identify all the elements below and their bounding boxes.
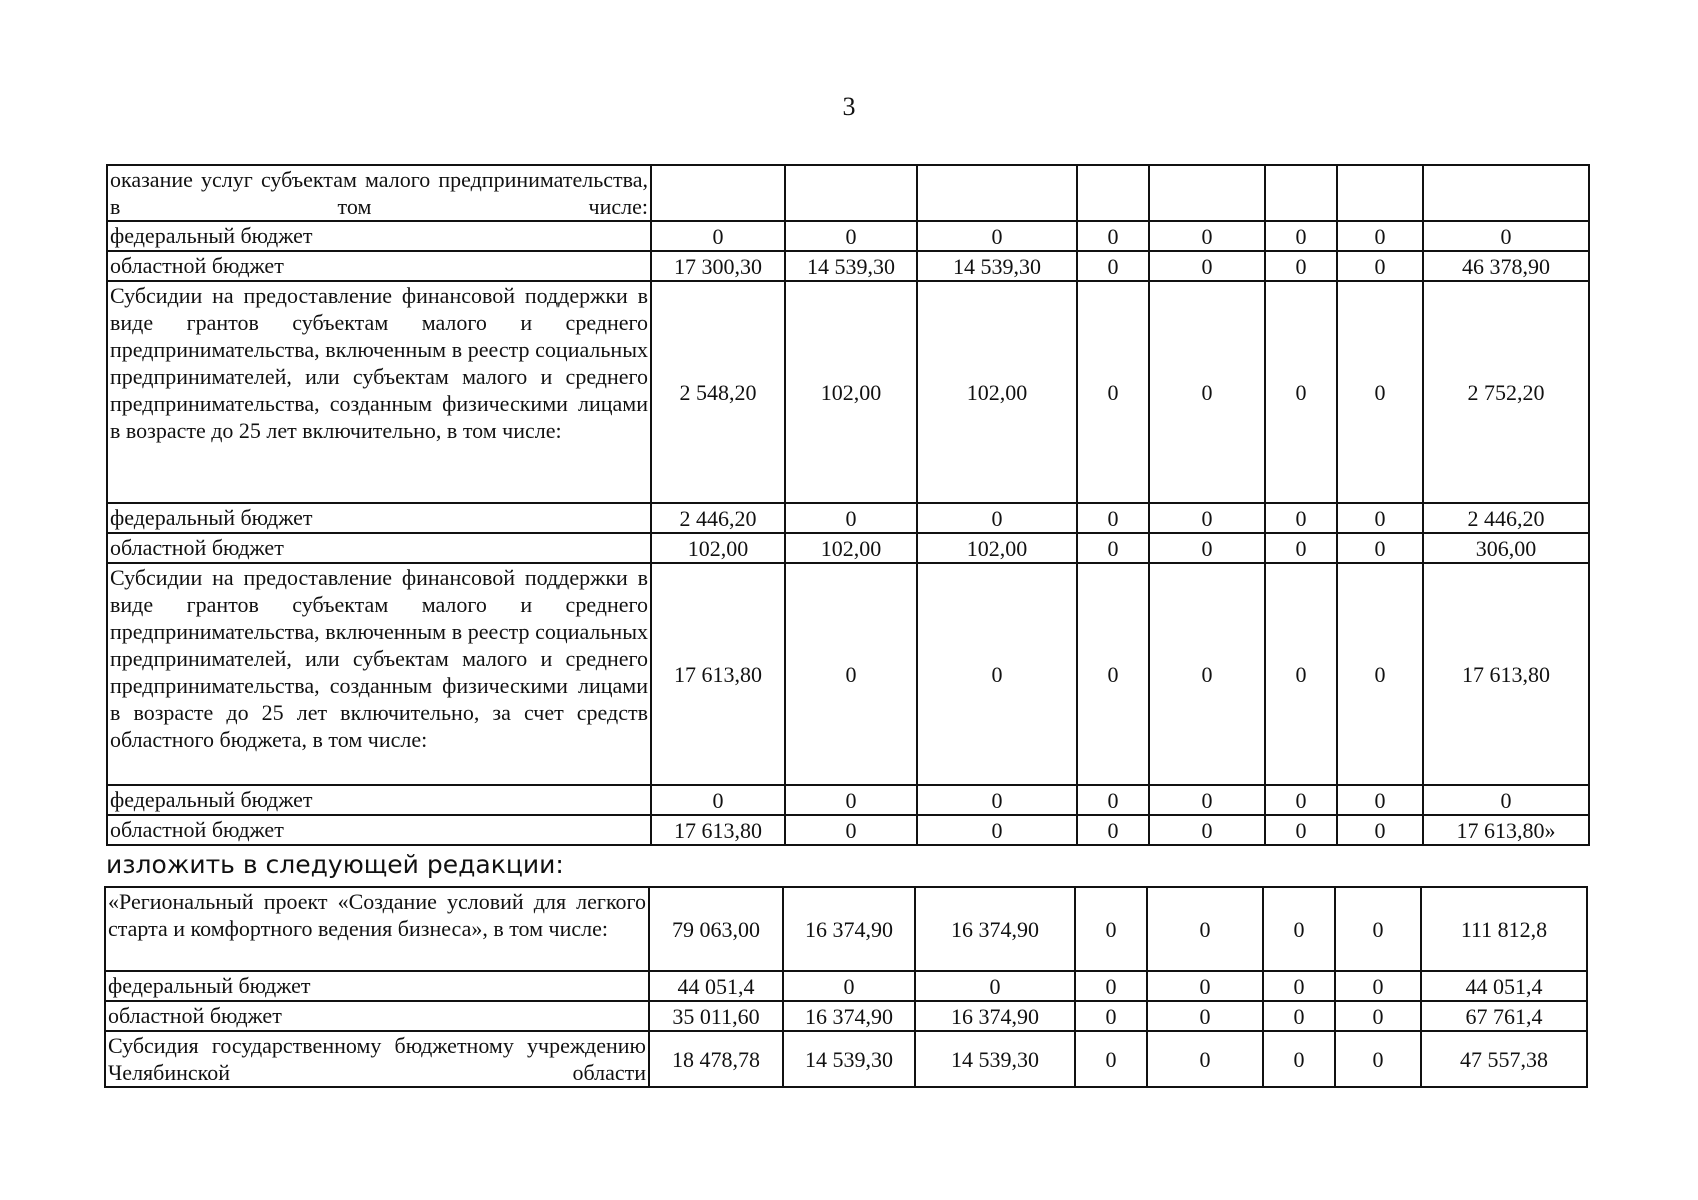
value-cell xyxy=(1265,165,1337,221)
value-cell: 102,00 xyxy=(785,533,917,563)
value-cell: 16 374,90 xyxy=(783,887,915,971)
value-cell: 0 xyxy=(1077,503,1149,533)
value-cell: 14 539,30 xyxy=(915,1031,1075,1087)
value-cell: 0 xyxy=(1075,971,1147,1001)
value-cell: 17 613,80 xyxy=(1423,563,1589,785)
value-cell: 0 xyxy=(1263,1031,1335,1087)
value-cell: 0 xyxy=(1265,563,1337,785)
row-description: областной бюджет xyxy=(107,815,651,845)
value-cell: 0 xyxy=(1147,1001,1263,1031)
value-cell xyxy=(917,165,1077,221)
value-cell: 0 xyxy=(1077,533,1149,563)
value-cell: 0 xyxy=(1263,971,1335,1001)
row-description: оказание услуг субъектам малого предпринимательства, в том числе: xyxy=(107,165,651,221)
value-cell: 0 xyxy=(1337,533,1423,563)
value-cell: 0 xyxy=(1149,533,1265,563)
value-cell: 0 xyxy=(1075,1001,1147,1031)
value-cell: 102,00 xyxy=(917,281,1077,503)
value-cell: 0 xyxy=(1265,533,1337,563)
value-cell: 306,00 xyxy=(1423,533,1589,563)
table-row xyxy=(107,533,1589,563)
value-cell: 0 xyxy=(1263,887,1335,971)
value-cell xyxy=(1337,165,1423,221)
value-cell: 17 613,80 xyxy=(651,563,785,785)
table-row xyxy=(107,165,1589,221)
value-cell: 111 812,8 xyxy=(1421,887,1587,971)
value-cell: 79 063,00 xyxy=(649,887,783,971)
table-row xyxy=(107,221,1589,251)
value-cell: 0 xyxy=(917,815,1077,845)
table-row xyxy=(105,1001,1587,1031)
value-cell: 0 xyxy=(651,221,785,251)
value-cell: 0 xyxy=(1337,815,1423,845)
value-cell: 18 478,78 xyxy=(649,1031,783,1087)
row-description: «Региональный проект «Создание условий для легкого старта и комфортного ведения бизнеса», в том числе: xyxy=(105,887,649,971)
value-cell: 0 xyxy=(915,971,1075,1001)
budget-table-old xyxy=(106,164,1590,846)
value-cell: 0 xyxy=(1077,221,1149,251)
value-cell: 0 xyxy=(1149,563,1265,785)
row-description: Субсидии на предоставление финансовой поддержки в виде грантов субъектам малого и среднего предпринимательства, включенным в реестр социальных предпринимателей, или субъектам малого и среднего предпринимательства, созданным физическими лицами в возрасте до 25 лет включительно, в том числе: xyxy=(107,281,651,503)
value-cell: 0 xyxy=(785,815,917,845)
table-row xyxy=(107,563,1589,785)
value-cell: 0 xyxy=(785,503,917,533)
page-number: 3 xyxy=(842,92,856,121)
value-cell: 0 xyxy=(785,785,917,815)
table-row xyxy=(107,281,1589,503)
value-cell: 0 xyxy=(1335,971,1421,1001)
value-cell: 0 xyxy=(1077,251,1149,281)
table-row xyxy=(105,1031,1587,1087)
value-cell xyxy=(785,165,917,221)
table-row xyxy=(107,785,1589,815)
value-cell: 0 xyxy=(917,221,1077,251)
value-cell: 0 xyxy=(1265,251,1337,281)
value-cell: 2 446,20 xyxy=(1423,503,1589,533)
value-cell: 44 051,4 xyxy=(1421,971,1587,1001)
row-description: федеральный бюджет xyxy=(107,503,651,533)
table-row xyxy=(107,251,1589,281)
table-row xyxy=(107,815,1589,845)
row-description: областной бюджет xyxy=(107,251,651,281)
value-cell: 16 374,90 xyxy=(915,1001,1075,1031)
value-cell: 0 xyxy=(1423,221,1589,251)
value-cell: 0 xyxy=(1265,785,1337,815)
value-cell: 17 613,80» xyxy=(1423,815,1589,845)
value-cell: 0 xyxy=(1337,563,1423,785)
value-cell xyxy=(1149,165,1265,221)
value-cell: 17 613,80 xyxy=(651,815,785,845)
value-cell: 0 xyxy=(1265,281,1337,503)
value-cell: 102,00 xyxy=(917,533,1077,563)
value-cell: 0 xyxy=(1337,785,1423,815)
table-row xyxy=(107,503,1589,533)
value-cell: 0 xyxy=(1147,887,1263,971)
budget-table-new xyxy=(104,886,1588,1088)
value-cell: 0 xyxy=(1077,785,1149,815)
value-cell: 14 539,30 xyxy=(917,251,1077,281)
value-cell: 0 xyxy=(1077,281,1149,503)
value-cell: 14 539,30 xyxy=(785,251,917,281)
row-description: федеральный бюджет xyxy=(107,221,651,251)
value-cell: 0 xyxy=(1335,1031,1421,1087)
value-cell: 0 xyxy=(917,563,1077,785)
value-cell: 0 xyxy=(1335,1001,1421,1031)
value-cell: 35 011,60 xyxy=(649,1001,783,1031)
value-cell: 0 xyxy=(1077,563,1149,785)
value-cell: 0 xyxy=(1335,887,1421,971)
value-cell: 0 xyxy=(1337,221,1423,251)
value-cell: 0 xyxy=(1075,1031,1147,1087)
row-description: областной бюджет xyxy=(107,533,651,563)
value-cell: 0 xyxy=(1075,887,1147,971)
value-cell xyxy=(1077,165,1149,221)
value-cell xyxy=(651,165,785,221)
row-description: Субсидии на предоставление финансовой поддержки в виде грантов субъектам малого и среднего предпринимательства, включенным в реестр социальных предпринимателей, или субъектам малого и среднего предпринимательства, созданным физическими лицами в возрасте до 25 лет включительно, за счет средств областного бюджета, в том числе: xyxy=(107,563,651,785)
value-cell: 0 xyxy=(1337,281,1423,503)
value-cell: 0 xyxy=(783,971,915,1001)
value-cell: 0 xyxy=(1263,1001,1335,1031)
value-cell: 0 xyxy=(1149,281,1265,503)
value-cell: 0 xyxy=(1149,221,1265,251)
table-row xyxy=(105,971,1587,1001)
value-cell: 102,00 xyxy=(651,533,785,563)
value-cell: 0 xyxy=(1077,815,1149,845)
value-cell: 0 xyxy=(1423,785,1589,815)
value-cell: 0 xyxy=(1337,251,1423,281)
row-description: областной бюджет xyxy=(105,1001,649,1031)
value-cell: 0 xyxy=(1265,221,1337,251)
section-caption: изложить в следующей редакции: xyxy=(106,850,564,879)
value-cell: 0 xyxy=(1337,503,1423,533)
value-cell: 46 378,90 xyxy=(1423,251,1589,281)
value-cell: 47 557,38 xyxy=(1421,1031,1587,1087)
value-cell: 2 446,20 xyxy=(651,503,785,533)
value-cell: 0 xyxy=(1149,785,1265,815)
value-cell: 0 xyxy=(785,563,917,785)
value-cell: 14 539,30 xyxy=(783,1031,915,1087)
value-cell: 0 xyxy=(1147,1031,1263,1087)
value-cell: 16 374,90 xyxy=(915,887,1075,971)
value-cell: 44 051,4 xyxy=(649,971,783,1001)
value-cell: 17 300,30 xyxy=(651,251,785,281)
row-description: федеральный бюджет xyxy=(105,971,649,1001)
value-cell: 0 xyxy=(1265,503,1337,533)
value-cell: 0 xyxy=(917,503,1077,533)
value-cell: 0 xyxy=(651,785,785,815)
table-row xyxy=(105,887,1587,971)
value-cell: 16 374,90 xyxy=(783,1001,915,1031)
row-description: федеральный бюджет xyxy=(107,785,651,815)
value-cell: 0 xyxy=(1149,251,1265,281)
value-cell: 0 xyxy=(1147,971,1263,1001)
value-cell: 0 xyxy=(785,221,917,251)
value-cell: 67 761,4 xyxy=(1421,1001,1587,1031)
value-cell: 0 xyxy=(1149,503,1265,533)
value-cell: 2 752,20 xyxy=(1423,281,1589,503)
value-cell: 0 xyxy=(1265,815,1337,845)
row-description: Субсидия государственному бюджетному учреждению Челябинской области xyxy=(105,1031,649,1087)
value-cell: 102,00 xyxy=(785,281,917,503)
value-cell: 2 548,20 xyxy=(651,281,785,503)
value-cell: 0 xyxy=(917,785,1077,815)
value-cell: 0 xyxy=(1149,815,1265,845)
value-cell xyxy=(1423,165,1589,221)
